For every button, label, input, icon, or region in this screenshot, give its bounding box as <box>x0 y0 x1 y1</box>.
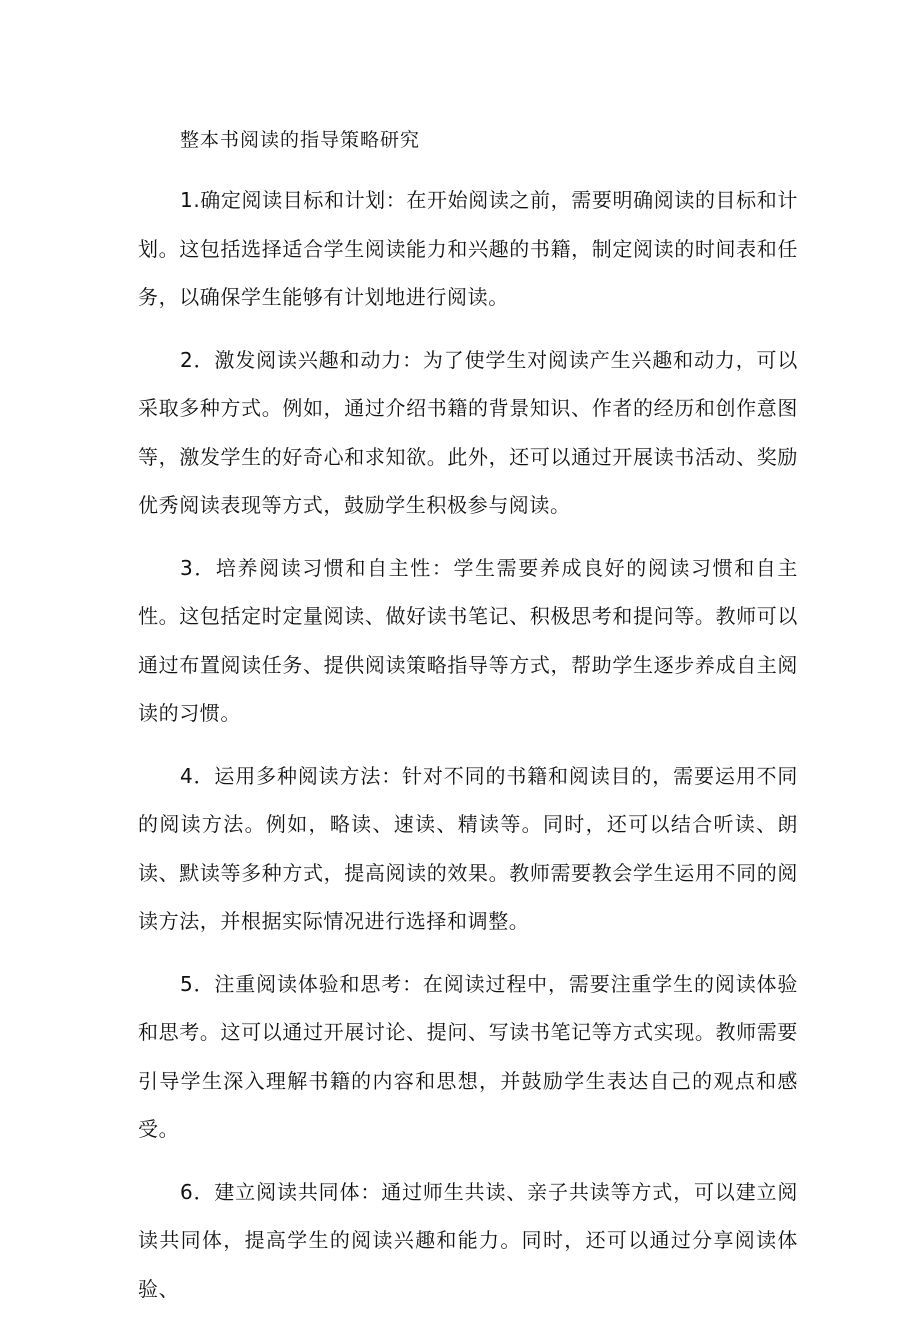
paragraph-5: 5．注重阅读体验和思考：在阅读过程中，需要注重学生的阅读体验和思考。这可以通过开展讨论、提问、写读书笔记等方式实现。教师需要引导学生深入理解书籍的内容和思想，并鼓励学生表达自己的观点和感受。 <box>138 971 798 1141</box>
document-body <box>138 122 798 1327</box>
paragraph-4: 4．运用多种阅读方法：针对不同的书籍和阅读目的，需要运用不同的阅读方法。例如，略读、速读、精读等。同时，还可以结合听读、朗读、默读等多种方式，提高阅读的效果。教师需要教会学生运用不同的阅读方法，并根据实际情况进行选择和调整。 <box>138 763 798 933</box>
document-title: 整本书阅读的指导策略研究 <box>180 129 421 151</box>
paragraph-2: 2．激发阅读兴趣和动力：为了使学生对阅读产生兴趣和动力，可以采取多种方式。例如，通过介绍书籍的背景知识、作者的经历和创作意图等，激发学生的好奇心和求知欲。此外，还可以通过开展读书活动、奖励优秀阅读表现等方式，鼓励学生积极参与阅读。 <box>138 347 798 517</box>
paragraph-3: 3．培养阅读习惯和自主性：学生需要养成良好的阅读习惯和自主性。这包括定时定量阅读、做好读书笔记、积极思考和提问等。教师可以通过布置阅读任务、提供阅读策略指导等方式，帮助学生逐步养成自主阅读的习惯。 <box>138 555 798 725</box>
paragraph-6: 6．建立阅读共同体：通过师生共读、亲子共读等方式，可以建立阅读共同体，提高学生的阅读兴趣和能力。同时，还可以通过分享阅读体验、 <box>138 1179 798 1301</box>
paragraph-1: 1.确定阅读目标和计划：在开始阅读之前，需要明确阅读的目标和计划。这包括选择适合学生阅读能力和兴趣的书籍，制定阅读的时间表和任务，以确保学生能够有计划地进行阅读。 <box>138 188 798 309</box>
